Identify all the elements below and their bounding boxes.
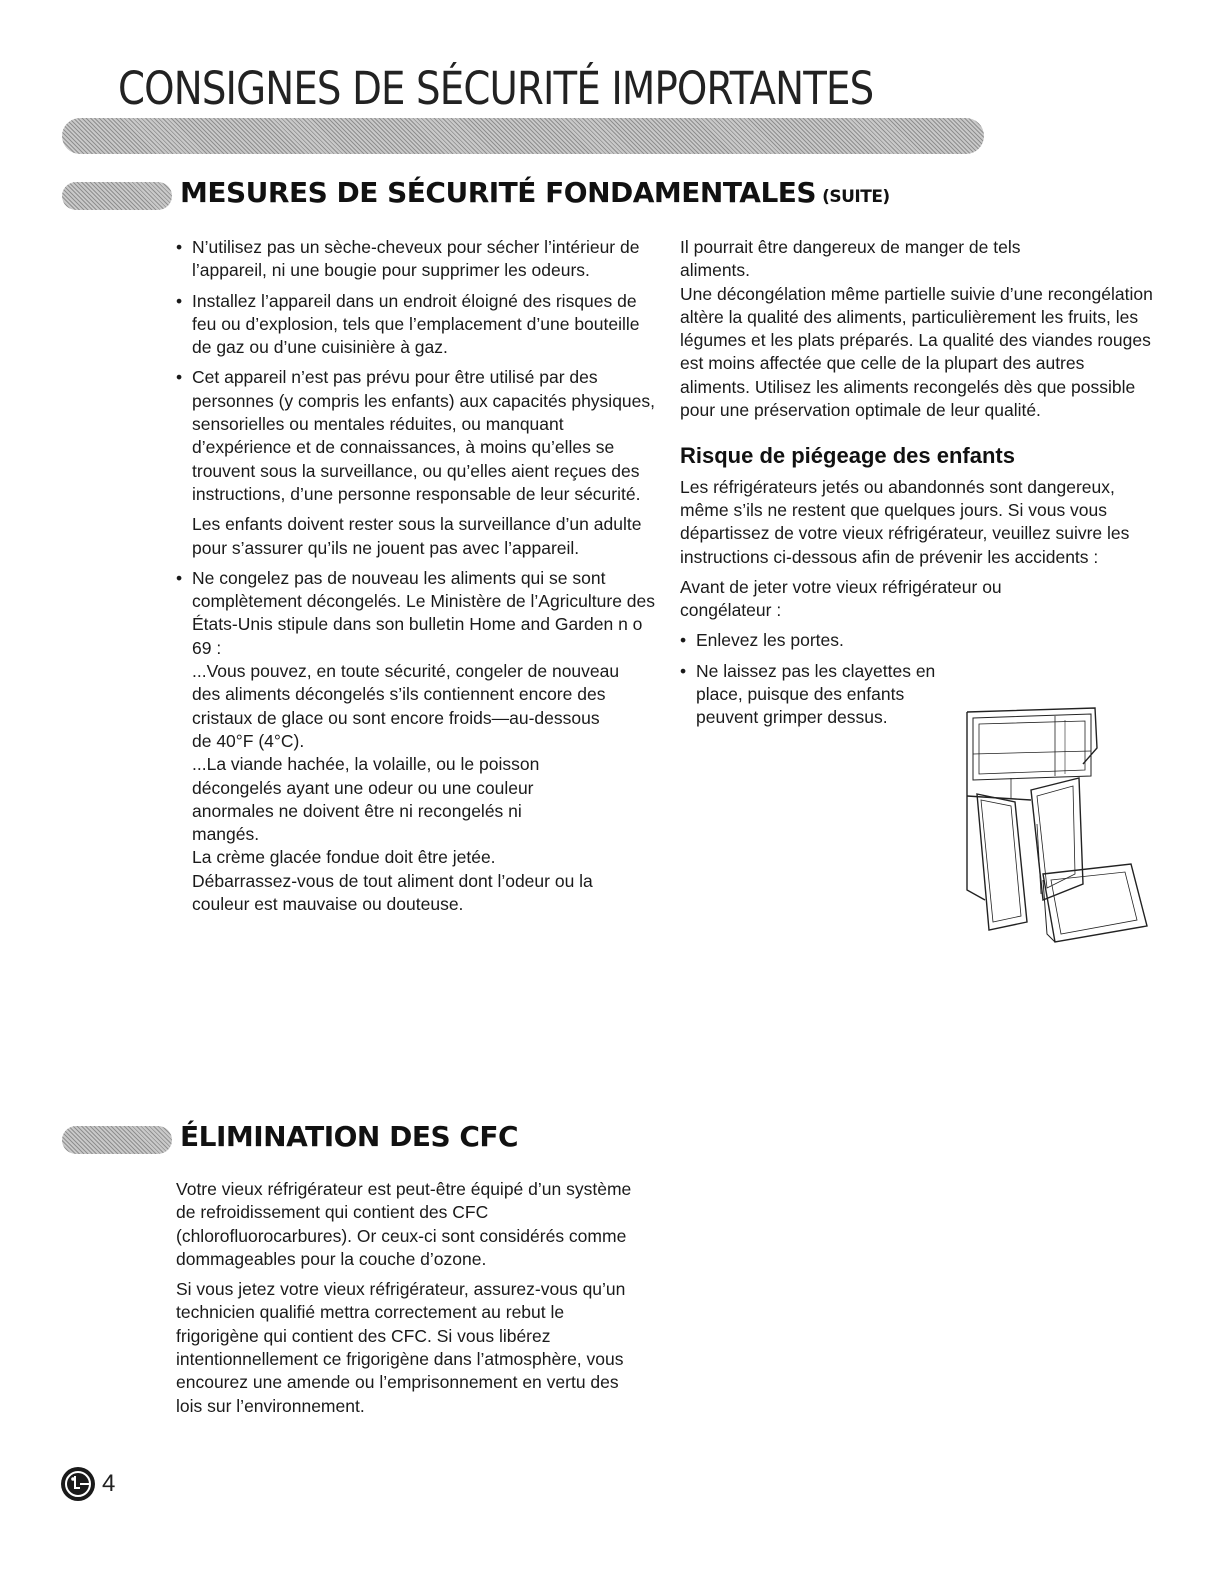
paragraph: Votre vieux réfrigérateur est peut-être équipé d’un système de refroidissement qui contient des CFC (chlorofluorocarbures). Or ceux-ci sont considérés comme dommageables pour la couche d’ozone. — [176, 1179, 632, 1269]
lg-logo-icon — [60, 1466, 96, 1502]
section-heading-suffix: (SUITE) — [822, 187, 890, 207]
page-number: 4 — [102, 1470, 116, 1497]
subheading-child-entrapment: Risque de piégeage des enfants — [680, 443, 1015, 469]
list-item: • Installez l’appareil dans un endroit éloigné des risques de feu ou d’explosion, tels que l’emplacement d’une bouteille de gaz ou d’une cuisinière à gaz. — [176, 290, 662, 360]
list-item: • Enlevez les portes. — [680, 629, 946, 652]
list-item: • Ne congelez pas de nouveau les aliments qui se sont complètement décongelés. Le Ministère de l’Agriculture des États-Unis stipule dans son bulletin Home and Garden n o 69 : — [176, 567, 662, 660]
left-column — [176, 236, 662, 923]
list-item: • Cet appareil n’est pas prévu pour être utilisé par des personnes (y compris les enfants) aux capacités physiques, sensorielles ou mentales réduites, ou manquant d’expérience et de connaissances, à moins qu’elles se trouvent sous la surveillance, ou qu’elles aient reçues des instructions, d’une personne responsable de leur sécurité. — [176, 366, 662, 506]
quote-paragraph: ...La viande hachée, la volaille, ou le poisson décongelés ayant une odeur ou une couleur anormales ne doivent être ni recongelés ni mangés. — [192, 754, 540, 845]
paragraph: Les enfants doivent rester sous la surveillance d’un adulte pour s’assurer qu’ils ne jouent pas avec l’appareil. — [192, 514, 642, 558]
section-heading-safety — [180, 176, 890, 209]
paragraph: Avant de jeter votre vieux réfrigérateur ou congélateur : — [680, 576, 1002, 621]
paragraph: Il pourrait être dangereux de manger de tels aliments. — [680, 237, 1021, 281]
paragraph: La crème glacée fondue doit être jetée. Débarrassez-vous de tout aliment dont l’odeur ou la couleur est mauvaise ou douteuse. — [192, 847, 593, 915]
refrigerator-illustration — [955, 704, 1153, 946]
paragraph: Une décongélation même partielle suivie d’une recongélation altère la qualité des aliments, particulièrement les fruits, les légumes et les plats préparés. La qualité des viandes rouges est moins affectée que celle de la plupart des autres aliments. Utilisez les aliments recongelés dès que possible pour une préservation optimale de leur qualité. — [680, 283, 1153, 421]
page-title: CONSIGNES DE SÉCURITÉ IMPORTANTES — [118, 62, 874, 115]
header-banner — [62, 118, 984, 154]
list-item: • Ne laissez pas les clayettes en place, puisque des enfants peuvent grimper dessus. — [680, 660, 946, 730]
quote-paragraph: ...Vous pouvez, en toute sécurité, congeler de nouveau des aliments décongelés s’ils contiennent encore des cristaux de glace ou sont encore froids—au-dessous de 40°F (4°C). — [192, 661, 620, 751]
paragraph: Si vous jetez votre vieux réfrigérateur, assurez-vous qu’un technicien qualifié mettra correctement au rebut le frigorigène qui contient des CFC. Si vous libérez intentionnellement ce frigorigène dans l’atmosphère, vous encourez une amende ou l’emprisonnement en vertu des lois sur l’environnement. — [176, 1279, 626, 1416]
section-marker — [62, 1126, 172, 1154]
page-footer — [60, 1466, 115, 1502]
list-item: • N’utilisez pas un sèche-cheveux pour sécher l’intérieur de l’appareil, ni une bougie pour supprimer les odeurs. — [176, 236, 662, 283]
paragraph: Les réfrigérateurs jetés ou abandonnés sont dangereux, même s’ils ne restent que quelques jours. Si vous vous départissez de votre vieux réfrigérateur, veuillez suivre les instructions ci-dessous afin de prévenir les accidents : — [680, 476, 1130, 567]
right-column — [680, 236, 1154, 737]
section-marker — [62, 182, 172, 210]
section-heading-cfc: ÉLIMINATION DES CFC — [180, 1120, 519, 1153]
section-heading-text: MESURES DE SÉCURITÉ FONDAMENTALES — [180, 176, 817, 209]
cfc-text — [176, 1178, 646, 1425]
